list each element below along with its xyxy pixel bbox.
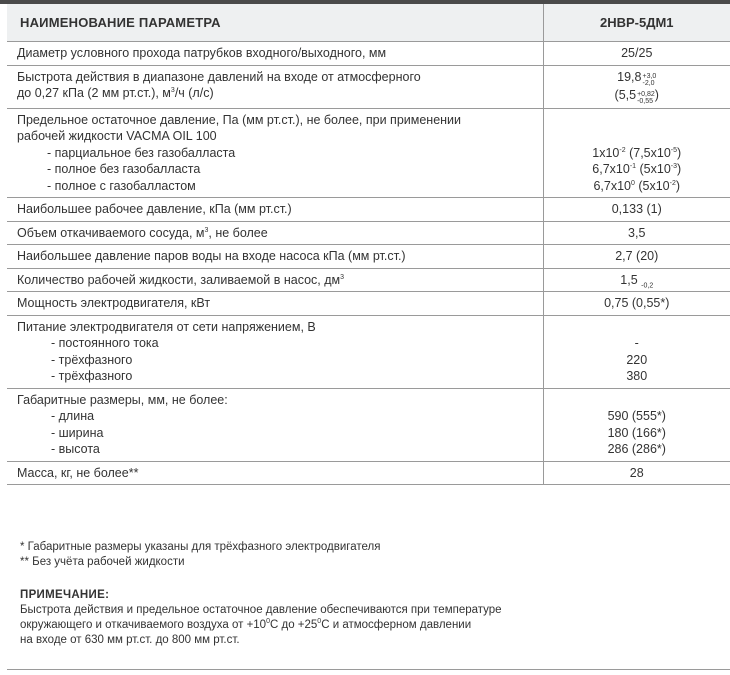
footnote: * Габаритные размеры указаны для трёхфазного электродвигателя [20,541,381,553]
spec-table [7,4,730,485]
value-line: $6,7x10^0$ $(5x10^{-2})$ [593,178,681,193]
sub-item: - полное без газобалласта [47,162,201,176]
row-value: 2,7 (20) [543,245,730,269]
sub-item: - трёхфазного [51,369,133,383]
value-line: $6,7x10^{-1}$ $(5x10^{-3})$ [592,162,682,176]
tolerance [637,91,655,105]
row-label [7,65,543,108]
row-label: Мощность электродвигателя, кВт [7,292,543,316]
row-label: Габаритные размеры, мм, не более: - длина - ширина - высота [7,388,543,461]
row-label: Наибольшее давление паров воды на входе насоса кПа (мм рт.ст.) [7,245,543,269]
row-value: 0,133 (1) [543,198,730,222]
table-row [7,65,730,108]
value-line [544,69,730,87]
table-row [7,221,730,245]
table-row [7,292,730,316]
row-value: - 220 380 [543,315,730,388]
sub-item: - длина [51,409,95,423]
value-line: $1x10^{-2}$ $(7,5x10^{-5})$ [592,145,682,160]
row-value [543,65,730,108]
table-header-row [7,4,730,42]
label-line [17,85,543,102]
value-line [544,87,730,105]
value-close: ) [654,87,659,102]
label-part: до 0,27 кПа (2 мм рт.ст.), м [17,86,171,100]
table-row [7,198,730,222]
table-row [7,245,730,269]
value-main: 19,8 [617,69,642,84]
header-param: НАИМЕНОВАНИЕ ПАРАМЕТРА [7,4,543,42]
unit-exponent: 3 [170,86,175,94]
header-model: 2НВР-5ДМ1 [543,4,730,42]
row-label [7,108,543,198]
row-value: 3,5 [543,221,730,245]
sub-item: - ширина [51,425,104,440]
label-line: Быстрота действия в диапазоне давлений на входе от атмосферного [17,69,421,84]
row-value: 0,75 (0,55*) [543,292,730,316]
footnote: ** Без учёта рабочей жидкости [20,555,185,568]
table-row [7,42,730,66]
remark-line: окружающего и откачиваемого воздуха от $+10^0С$ до $+25^0С$ и атмосферном давлении [20,618,472,631]
sub-item: - постоянного тока [51,336,159,350]
remark-line: Быстрота действия и предельное остаточное давление обеспечиваются при температуре [20,604,502,616]
remark-title: ПРИМЕЧАНИЕ: [20,589,110,601]
row-value: 28 [543,461,730,485]
label-part: /ч (л/с) [174,86,214,100]
sub-item: - трёхфазного [51,352,133,367]
value-main: (5,5 [614,87,637,102]
row-label: Питание электродвигателя от сети напряжением, В - постоянного тока - трёхфазного - трёхфазного [7,315,543,388]
row-label: Масса, кг, не более** [7,461,543,485]
table-row [7,108,730,198]
tolerance-minus: -0,55 [637,97,654,105]
row-label: Количество рабочей жидкости, заливаемой в насос, $дм^3$ [7,268,543,292]
sub-item: - полное с газобалластом [47,178,196,193]
sub-item: - высота [51,442,100,456]
footnotes [20,540,380,569]
tolerance-minus: -2,0 [642,79,655,87]
tolerance [643,73,657,87]
table-row [7,461,730,485]
row-label: Диаметр условного прохода патрубков входного/выходного, мм [7,42,543,66]
row-value: 1,5 $_{-0,2}$ [543,268,730,292]
tolerance-plus: +0,82 [637,90,655,98]
label-line: Предельное остаточное давление, Па (мм рт.ст.), не более, при применении [17,112,462,127]
table-row [7,315,730,388]
tolerance-plus: +3,0 [642,72,657,80]
remark [20,588,502,648]
table-row [7,388,730,461]
sub-item: - парциальное без газобалласта [47,145,236,160]
bottom-border [7,669,730,670]
row-label: Наибольшее рабочее давление, кПа (мм рт.ст.) [7,198,543,222]
row-value: 25/25 [543,42,730,66]
row-value [543,108,730,198]
label-line: рабочей жидкости VACMA OIL 100 [17,129,217,143]
row-value: 590 (555*) 180 (166*) 286 (286*) [543,388,730,461]
remark-line: на входе от 630 мм рт.ст. до 800 мм рт.ст. [20,634,240,646]
row-label: Объем откачиваемого сосуда, $м^3$, не более [7,221,543,245]
table-row [7,268,730,292]
